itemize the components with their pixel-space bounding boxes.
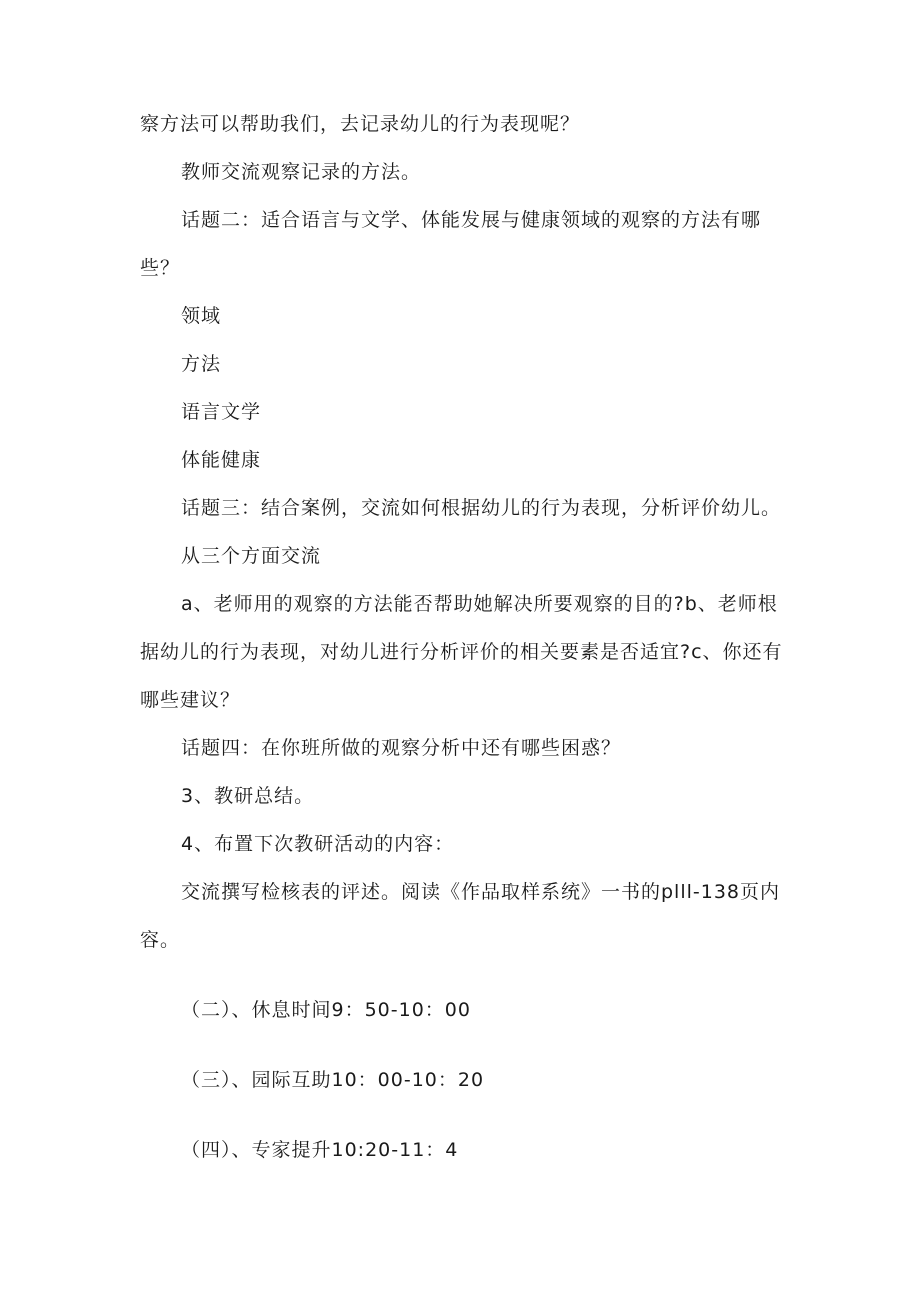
paragraph: 方法 bbox=[181, 353, 222, 375]
topic-three-paragraph: 话题三：结合案例，交流如何根据幼儿的行为表现，分析评价幼儿。 bbox=[181, 497, 782, 519]
paragraph: 领域 bbox=[181, 305, 222, 327]
topic-four-paragraph: 话题四：在你班所做的观察分析中还有哪些困惑？ bbox=[181, 737, 622, 759]
topic-two-paragraph: 话题二：适合语言与文学、体能发展与健康领域的观察的方法有哪些？ bbox=[140, 209, 762, 279]
paragraph: 察方法可以帮助我们，去记录幼儿的行为表现呢？ bbox=[140, 113, 581, 135]
paragraph: 教师交流观察记录的方法。 bbox=[181, 161, 422, 183]
schedule-item: （三）、园际互助10：00-10：20 bbox=[181, 1069, 485, 1091]
schedule-item: （二）、休息时间9：50-10：00 bbox=[181, 999, 471, 1021]
paragraph: 4、布置下次教研活动的内容： bbox=[181, 833, 455, 855]
document-body bbox=[140, 100, 785, 1174]
paragraph: 体能健康 bbox=[181, 449, 262, 471]
paragraph: 语言文学 bbox=[181, 401, 262, 423]
paragraph: 从三个方面交流 bbox=[181, 545, 322, 567]
schedule-item: （四）、专家提升10:20-11：4 bbox=[181, 1139, 459, 1161]
paragraph: 3、教研总结。 bbox=[181, 785, 315, 807]
reading-paragraph: 交流撰写检核表的评述。阅读《作品取样系统》一书的plll-138页内容。 bbox=[140, 881, 781, 951]
questions-paragraph: a、老师用的观察的方法能否帮助她解决所要观察的目的?b、老师根据幼儿的行为表现，对幼儿进行分析评价的相关要素是否适宜?c、你还有哪些建议？ bbox=[140, 593, 783, 711]
